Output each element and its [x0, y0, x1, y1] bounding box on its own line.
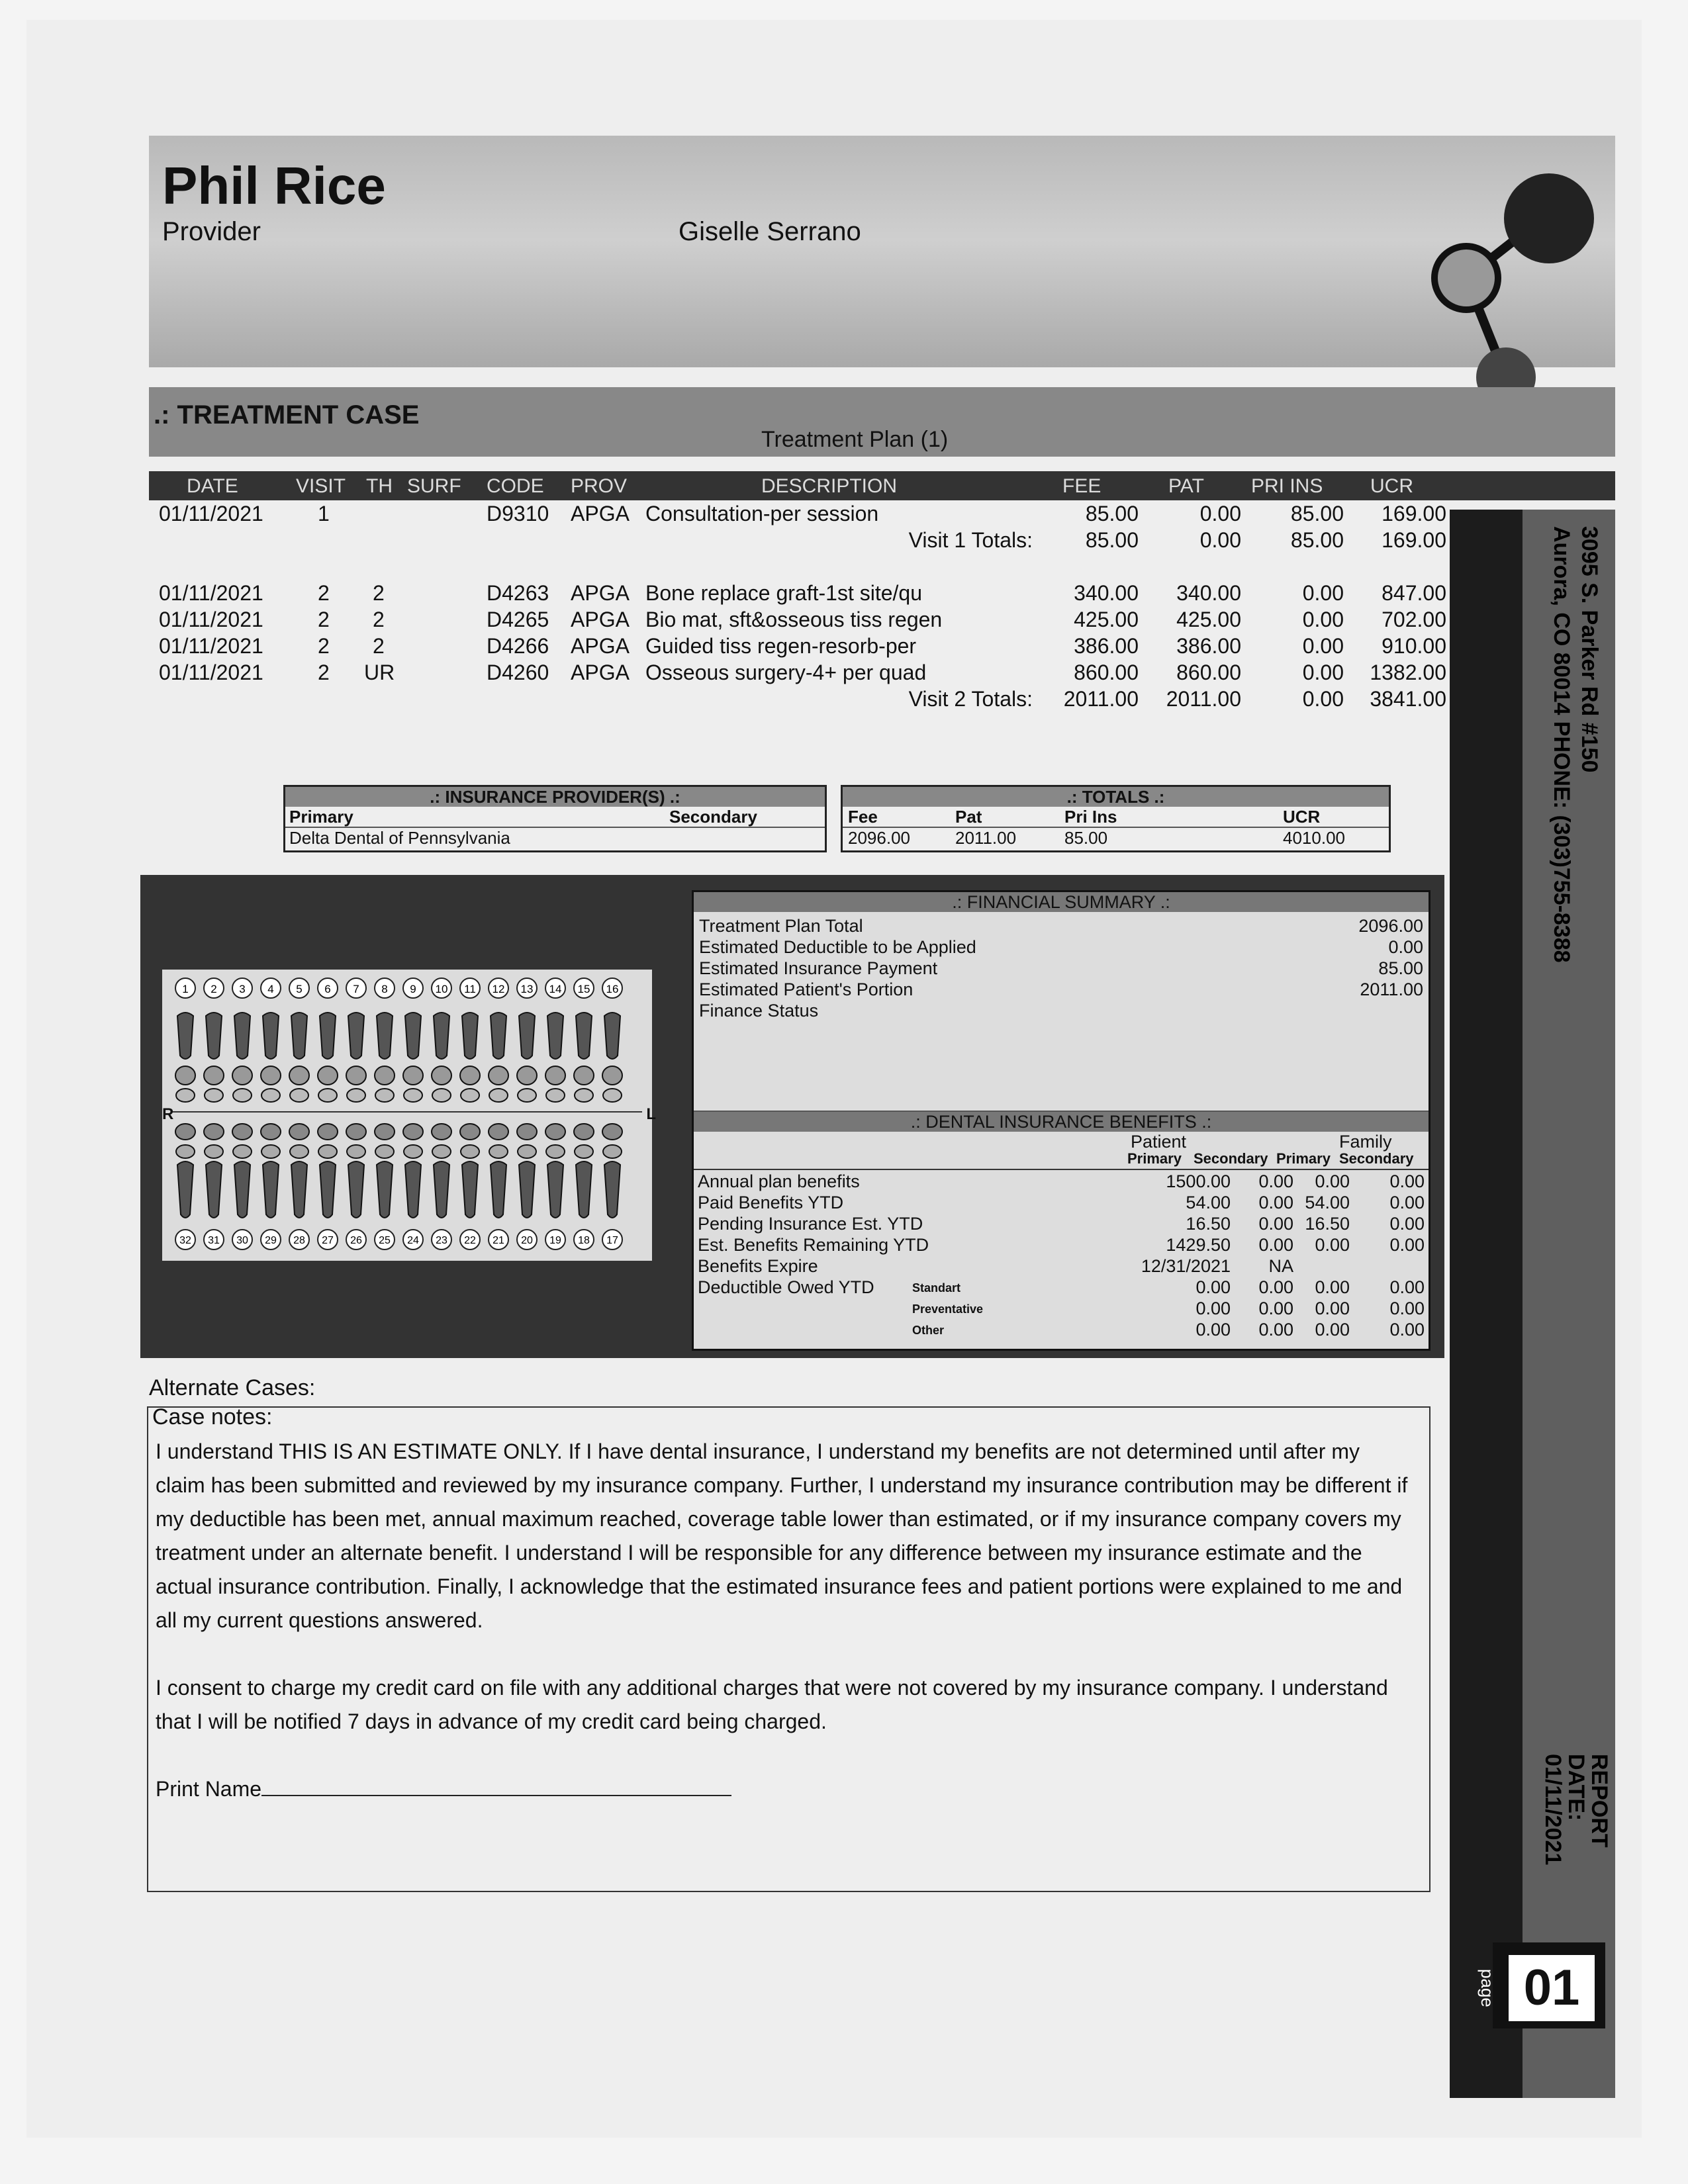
tooth-lower	[375, 1124, 395, 1250]
tooth-number: 6	[324, 983, 331, 995]
financial-item-value: 2096.00	[1358, 916, 1423, 936]
benefit-cell: 0.00	[1258, 1277, 1293, 1297]
row-date: 01/11/2021	[159, 634, 263, 658]
sidebar-dark-bar	[1450, 510, 1523, 2098]
benefit-cell: 54.00	[1305, 1193, 1350, 1212]
row-code: D9310	[487, 502, 549, 525]
totals-pri: 0.00	[1302, 687, 1344, 711]
benefits-family-label: Family	[1339, 1132, 1392, 1152]
benefit-cell: 0.00	[1315, 1298, 1350, 1318]
benefit-cell: 54.00	[1186, 1193, 1231, 1212]
tooth-upper	[232, 978, 252, 1102]
totals-label: Visit 2 Totals:	[908, 687, 1033, 711]
tooth-number: 18	[578, 1235, 590, 1246]
totals-fee-value: 2096.00	[848, 828, 910, 848]
row-visit: 2	[318, 608, 330, 631]
tooth-lower	[545, 1124, 565, 1250]
tooth-lower	[460, 1124, 480, 1250]
benefits-sub-1: Primary	[1127, 1150, 1182, 1167]
benefit-cell: 0.00	[1389, 1171, 1425, 1191]
benefit-cell: 0.00	[1258, 1171, 1293, 1191]
tooth-number: 5	[296, 983, 303, 995]
row-pri: 0.00	[1302, 608, 1344, 631]
case-notes-label: Case notes:	[152, 1404, 273, 1430]
col-date: DATE	[187, 475, 238, 497]
totals-pat: 0.00	[1199, 528, 1241, 552]
tooth-lower	[517, 1124, 537, 1250]
benefit-cell: 0.00	[1389, 1298, 1425, 1318]
row-date: 01/11/2021	[159, 502, 263, 525]
benefit-cell: 0.00	[1389, 1235, 1425, 1255]
row-th: 2	[373, 634, 385, 658]
print-name-field[interactable]	[261, 1795, 731, 1796]
benefit-cell: 0.00	[1258, 1193, 1293, 1212]
clinic-city-phone: Aurora, CO 80014 PHONE: (303)755-8388	[1549, 526, 1574, 963]
tooth-upper	[460, 978, 480, 1102]
row-visit: 2	[318, 660, 330, 684]
row-fee: 425.00	[1074, 608, 1139, 631]
page-number: 01	[1506, 1952, 1597, 2024]
row-date: 01/11/2021	[159, 660, 263, 684]
col-th: TH	[366, 475, 393, 497]
benefits-header	[694, 1132, 1429, 1170]
row-description: Consultation-per session	[645, 502, 879, 525]
tooth-number: 20	[521, 1235, 533, 1246]
tooth-lower	[574, 1124, 594, 1250]
benefits-sub-3: Primary	[1276, 1150, 1331, 1167]
row-visit: 2	[318, 581, 330, 605]
benefit-cell: 16.50	[1305, 1214, 1350, 1234]
financial-item-label: Estimated Deductible to be Applied	[699, 937, 976, 957]
benefit-row-sublabel: Preventative	[912, 1302, 984, 1316]
benefit-cell: 0.00	[1389, 1214, 1425, 1234]
tooth-number: 7	[353, 983, 359, 995]
chart-right-label: R	[162, 1105, 174, 1123]
row-prov: APGA	[571, 608, 630, 631]
benefit-row-label: Benefits Expire	[698, 1256, 818, 1276]
tooth-number: 28	[293, 1235, 305, 1246]
totals-fee-label: Fee	[848, 807, 878, 827]
financial-item-label: Treatment Plan Total	[699, 916, 863, 936]
benefit-cell: 0.00	[1196, 1277, 1231, 1297]
row-pat: 0.00	[1199, 502, 1241, 525]
tooth-chart-graphic	[162, 970, 652, 1261]
tooth-upper	[346, 978, 366, 1102]
provider-name: Giselle Serrano	[679, 217, 861, 246]
totals-label: Visit 1 Totals:	[908, 528, 1033, 552]
totals-pri-label: Pri Ins	[1064, 807, 1117, 827]
row-th: UR	[364, 660, 395, 684]
benefit-row-label: Paid Benefits YTD	[698, 1193, 844, 1212]
benefit-cell: 16.50	[1186, 1214, 1231, 1234]
tooth-upper	[489, 978, 508, 1102]
tooth-upper	[375, 978, 395, 1102]
tooth-upper	[574, 978, 594, 1102]
row-prov: APGA	[571, 634, 630, 658]
tooth-lower	[204, 1124, 224, 1250]
totals-fee: 85.00	[1085, 528, 1139, 552]
financial-item-label: Estimated Patient's Portion	[699, 979, 914, 999]
benefit-cell: 0.00	[1315, 1320, 1350, 1340]
totals-heading: .: TOTALS .:	[843, 787, 1389, 807]
tooth-number: 12	[492, 983, 505, 995]
clinic-address: 3095 S. Parker Rd #150	[1577, 526, 1602, 773]
section-title: .: TREATMENT CASE	[154, 400, 420, 430]
totals-ucr-label: UCR	[1283, 807, 1321, 827]
tooth-lower	[175, 1124, 195, 1250]
row-pat: 425.00	[1176, 608, 1241, 631]
row-description: Osseous surgery-4+ per quad	[645, 660, 927, 684]
primary-insurer: Delta Dental of Pennsylvania	[289, 828, 510, 848]
benefits-sub-4: Secondary	[1339, 1150, 1414, 1167]
benefit-cell: 1429.50	[1166, 1235, 1231, 1255]
tooth-number: 31	[208, 1235, 220, 1246]
tooth-lower	[346, 1124, 366, 1250]
row-description: Bio mat, sft&osseous tiss regen	[645, 608, 943, 631]
row-ucr: 1382.00	[1370, 660, 1446, 684]
benefit-cell: 0.00	[1196, 1320, 1231, 1340]
benefit-cell: 12/31/2021	[1141, 1256, 1231, 1276]
tooth-lower	[232, 1124, 252, 1250]
tooth-number: 23	[436, 1235, 447, 1246]
tooth-upper	[602, 978, 622, 1102]
tooth-lower	[432, 1124, 451, 1250]
benefit-cell: 0.00	[1315, 1277, 1350, 1297]
benefit-cell: 0.00	[1196, 1298, 1231, 1318]
case-notes-text	[156, 1435, 1413, 1806]
tooth-chart	[162, 970, 656, 1261]
row-prov: APGA	[571, 660, 630, 684]
tooth-number: 19	[549, 1235, 561, 1246]
row-pri: 0.00	[1302, 660, 1344, 684]
tooth-upper	[432, 978, 451, 1102]
page-label: page	[1477, 1969, 1497, 2007]
disclaimer-paragraph: I understand THIS IS AN ESTIMATE ONLY. If I have dental insurance, I understand my benefits are not determined until after my claim has been submitted and reviewed by my insurance company. Further, I understand my insurance contribution may be different if my deductible has been met, annual maximum reached, coverage table lower than estimated, or if my insurance company covers my treatment under an alternate benefit. I understand I will be responsible for any difference between my insurance estimate and the actual insurance contribution. Finally, I acknowledge that the estimated insurance fees and patient portions were explained to me and all my current questions answered.	[156, 1439, 1408, 1632]
insurance-providers-box	[283, 785, 827, 852]
tooth-number: 16	[606, 983, 619, 995]
benefit-row-label: Est. Benefits Remaining YTD	[698, 1235, 929, 1255]
totals-ucr: 169.00	[1382, 528, 1446, 552]
financial-item-label: Estimated Insurance Payment	[699, 958, 938, 978]
col-fee: FEE	[1062, 475, 1102, 497]
row-visit: 2	[318, 634, 330, 658]
financial-items	[694, 912, 1429, 1111]
row-ucr: 910.00	[1382, 634, 1446, 658]
tooth-upper	[517, 978, 537, 1102]
tooth-number: 26	[350, 1235, 362, 1246]
benefit-cell: NA	[1268, 1256, 1293, 1276]
tooth-number: 32	[179, 1235, 191, 1246]
col-pat: PAT	[1168, 475, 1204, 497]
consent-paragraph: I consent to charge my credit card on file with any additional charges that were not covered by my insurance company. I understand that I will be notified 7 days in advance of my credit card being charged.	[156, 1676, 1388, 1733]
totals-pat-value: 2011.00	[955, 828, 1017, 848]
row-date: 01/11/2021	[159, 581, 263, 605]
totals-box	[841, 785, 1391, 852]
tooth-lower	[318, 1124, 338, 1250]
tooth-number: 11	[464, 983, 476, 995]
row-pat: 340.00	[1176, 581, 1241, 605]
print-name-label: Print Name	[156, 1777, 262, 1801]
tooth-lower	[289, 1124, 309, 1250]
tooth-number: 14	[549, 983, 562, 995]
row-pat: 860.00	[1176, 660, 1241, 684]
patient-name: Phil Rice	[162, 156, 386, 215]
tooth-upper	[318, 978, 338, 1102]
chart-left-label: L	[646, 1105, 656, 1123]
alternate-cases-label: Alternate Cases:	[149, 1375, 316, 1400]
financial-item-value: 85.00	[1378, 958, 1423, 978]
benefit-row-label: Deductible Owed YTD	[698, 1277, 874, 1297]
tooth-number: 22	[464, 1235, 476, 1246]
tooth-number: 17	[606, 1235, 618, 1246]
row-pri: 0.00	[1302, 634, 1344, 658]
tooth-upper	[289, 978, 309, 1102]
tooth-lower	[403, 1124, 423, 1250]
row-prov: APGA	[571, 502, 630, 525]
financial-item-label: Finance Status	[699, 1001, 819, 1021]
tooth-upper	[204, 978, 224, 1102]
totals-fee: 2011.00	[1063, 687, 1139, 711]
row-description: Guided tiss regen-resorb-per	[645, 634, 917, 658]
benefits-heading: .: DENTAL INSURANCE BENEFITS .:	[694, 1111, 1429, 1132]
secondary-label: Secondary	[669, 807, 757, 827]
benefits-sub-2: Secondary	[1194, 1150, 1268, 1167]
col-visit: VISIT	[296, 475, 346, 497]
row-visit: 1	[318, 502, 330, 525]
plan-title: Treatment Plan (1)	[761, 427, 949, 452]
financial-item-value: 2011.00	[1360, 979, 1423, 999]
tooth-upper	[403, 978, 423, 1102]
row-code: D4265	[487, 608, 549, 631]
row-fee: 340.00	[1074, 581, 1139, 605]
totals-pri-value: 85.00	[1064, 828, 1108, 848]
row-pri: 85.00	[1290, 502, 1344, 525]
benefit-cell: 1500.00	[1166, 1171, 1231, 1191]
col-code: CODE	[487, 475, 544, 497]
row-prov: APGA	[571, 581, 630, 605]
col-prov: PROV	[571, 475, 628, 497]
tooth-number: 29	[265, 1235, 277, 1246]
row-fee: 85.00	[1085, 502, 1139, 525]
financial-item-value: 0.00	[1388, 937, 1423, 957]
tooth-number: 8	[381, 983, 388, 995]
row-code: D4266	[487, 634, 549, 658]
provider-label: Provider	[162, 217, 261, 246]
row-code: D4263	[487, 581, 549, 605]
tooth-lower	[489, 1124, 508, 1250]
row-code: D4260	[487, 660, 549, 684]
tooth-number: 1	[182, 983, 189, 995]
print-name-line[interactable]	[156, 1772, 1413, 1806]
tooth-number: 3	[239, 983, 246, 995]
benefit-cell: 0.00	[1315, 1171, 1350, 1191]
benefit-cell: 0.00	[1389, 1277, 1425, 1297]
row-ucr: 169.00	[1382, 502, 1446, 525]
tooth-number: 21	[492, 1235, 504, 1246]
tooth-number: 13	[520, 983, 534, 995]
benefits-patient-label: Patient	[1131, 1132, 1187, 1152]
tooth-number: 27	[322, 1235, 334, 1246]
row-date: 01/11/2021	[159, 608, 263, 631]
col-description: DESCRIPTION	[761, 475, 898, 497]
benefit-row-sublabel: Other	[912, 1324, 945, 1337]
row-ucr: 702.00	[1382, 608, 1446, 631]
report-date-label: DATE:	[1564, 1754, 1589, 1821]
row-description: Bone replace graft-1st site/qu	[645, 581, 923, 605]
benefit-row-label: Annual plan benefits	[698, 1171, 860, 1191]
insurance-heading: .: INSURANCE PROVIDER(S) .:	[285, 787, 825, 807]
tooth-lower	[261, 1124, 281, 1250]
benefit-cell: 0.00	[1258, 1320, 1293, 1340]
benefit-row-sublabel: Standart	[912, 1281, 961, 1295]
report-label: REPORT	[1587, 1754, 1612, 1848]
totals-ucr-value: 4010.00	[1283, 828, 1345, 848]
benefit-row-label: Pending Insurance Est. YTD	[698, 1214, 923, 1234]
tooth-upper	[545, 978, 565, 1102]
tooth-number: 2	[211, 983, 217, 995]
totals-pat-label: Pat	[955, 807, 982, 827]
totals-ucr: 3841.00	[1370, 687, 1446, 711]
col-ucr: UCR	[1370, 475, 1413, 497]
financial-summary	[692, 890, 1430, 1351]
row-pat: 386.00	[1176, 634, 1241, 658]
report-date: 01/11/2021	[1540, 1754, 1566, 1866]
financial-heading: .: FINANCIAL SUMMARY .:	[694, 892, 1429, 912]
tooth-lower	[602, 1124, 622, 1250]
tooth-number: 15	[577, 983, 590, 995]
tooth-number: 30	[236, 1235, 248, 1246]
row-th: 2	[373, 608, 385, 631]
tooth-number: 24	[407, 1235, 419, 1246]
benefit-cell: 0.00	[1258, 1214, 1293, 1234]
primary-label: Primary	[289, 807, 353, 827]
totals-pri: 85.00	[1290, 528, 1344, 552]
totals-pat: 2011.00	[1166, 687, 1241, 711]
tooth-upper	[261, 978, 281, 1102]
row-th: 2	[373, 581, 385, 605]
col-pri-ins: PRI INS	[1251, 475, 1323, 497]
tooth-number: 4	[267, 983, 274, 995]
tooth-upper	[175, 978, 195, 1102]
tooth-number: 25	[379, 1235, 391, 1246]
benefit-cell: 0.00	[1258, 1235, 1293, 1255]
row-fee: 386.00	[1074, 634, 1139, 658]
col-surf: SURF	[407, 475, 461, 497]
row-fee: 860.00	[1074, 660, 1139, 684]
tooth-number: 9	[410, 983, 416, 995]
benefit-cell: 0.00	[1389, 1193, 1425, 1212]
row-ucr: 847.00	[1382, 581, 1446, 605]
tooth-number: 10	[435, 983, 448, 995]
benefit-cell: 0.00	[1315, 1235, 1350, 1255]
row-pri: 0.00	[1302, 581, 1344, 605]
benefit-cell: 0.00	[1258, 1298, 1293, 1318]
benefit-cell: 0.00	[1389, 1320, 1425, 1340]
